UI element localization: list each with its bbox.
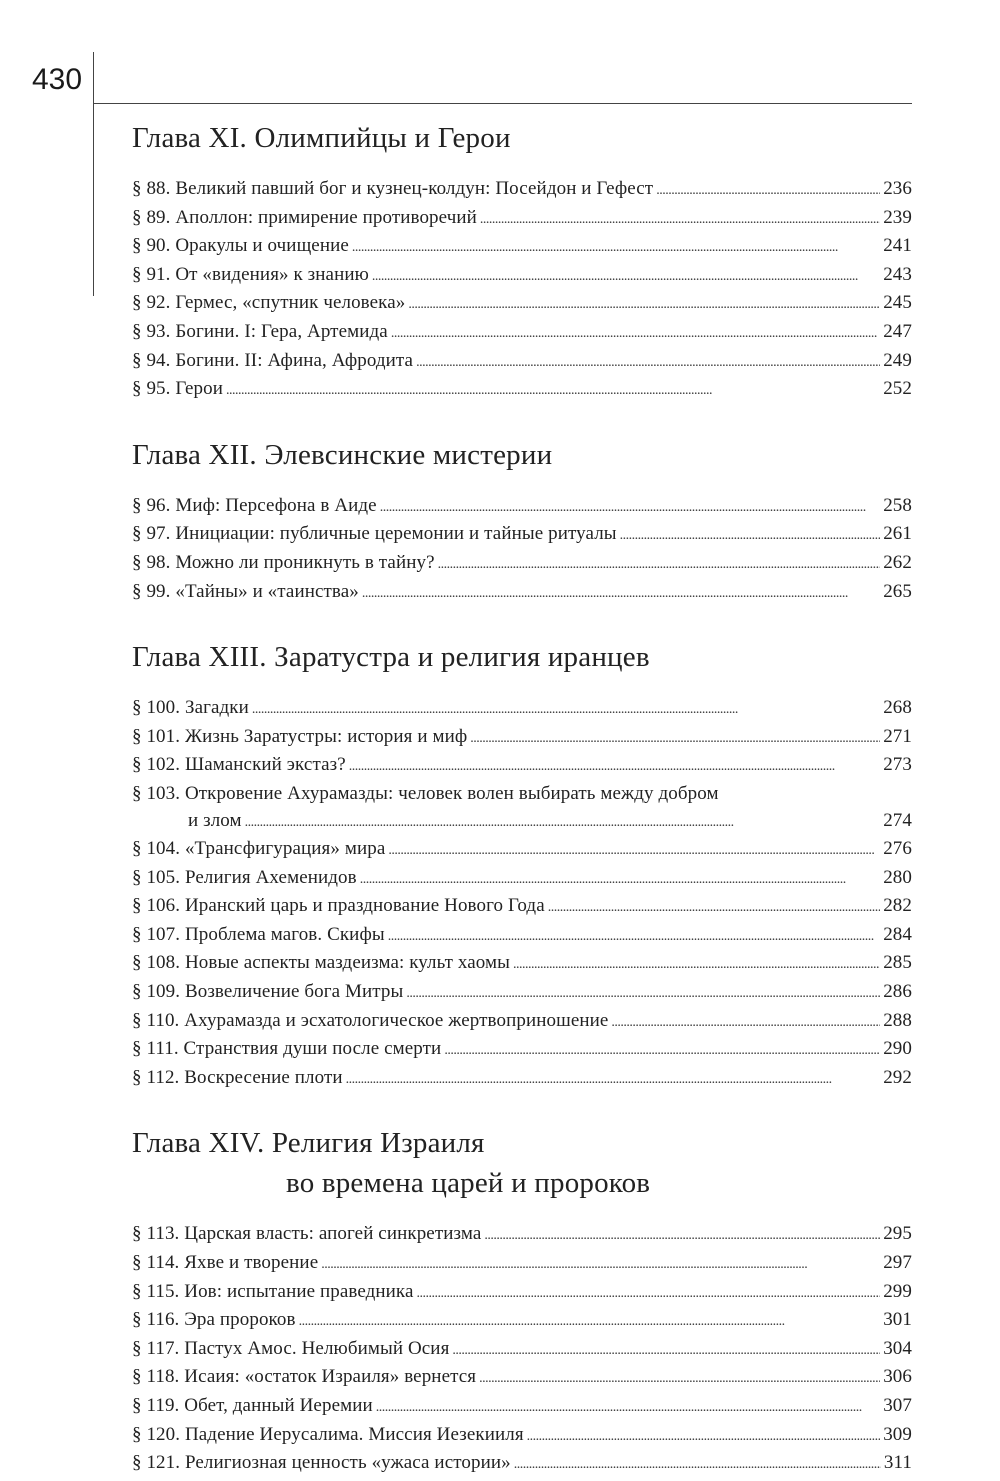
dot-leader [226, 376, 880, 405]
dot-leader [527, 1422, 881, 1451]
toc-entry[interactable] [132, 950, 912, 979]
dot-leader [513, 950, 880, 979]
toc-entry-label: § 112. Воскресение плоти [132, 1066, 343, 1088]
toc-entry-label: § 94. Богини. II: Афина, Афродита [132, 349, 414, 371]
dot-leader [346, 1065, 881, 1094]
toc-entry[interactable] [132, 521, 912, 550]
toc-entry-continuation: и злом [188, 809, 242, 831]
dot-leader [452, 1336, 880, 1365]
toc-entry-page: 239 [883, 206, 912, 228]
chapter-section [132, 118, 912, 405]
dot-leader [480, 205, 880, 234]
toc-entry-page: 249 [883, 349, 912, 371]
chapter-title [132, 118, 912, 158]
dot-leader [245, 808, 881, 837]
toc-entry-page: 245 [883, 292, 912, 314]
dot-leader [479, 1364, 880, 1393]
toc-entry-page: 274 [883, 809, 912, 831]
toc-entry[interactable] [132, 836, 912, 865]
dot-leader [252, 695, 880, 724]
toc-entry[interactable] [132, 893, 912, 922]
chapter-gap [132, 1093, 912, 1123]
toc-entry[interactable] [132, 348, 912, 377]
chapter-subtitle: во времена царей и пророков [286, 1167, 651, 1200]
toc-entry-page: 307 [883, 1395, 912, 1416]
toc-entry-page: 261 [883, 523, 912, 545]
toc-entry[interactable] [132, 752, 912, 781]
dot-leader [416, 348, 880, 377]
toc-entry-page: 311 [883, 1452, 912, 1474]
dot-leader [444, 1036, 880, 1065]
toc-entry-label: § 99. «Тайны» и «таинства» [132, 580, 359, 602]
toc-entry[interactable] [132, 1250, 912, 1279]
dot-leader [352, 233, 880, 262]
toc-entry-label: § 101. Жизнь Заратустры: история и миф [132, 725, 468, 747]
toc-entry-label: § 120. Падение Иерусалима. Миссия Иезекииля [132, 1423, 524, 1445]
toc-entry[interactable] [132, 176, 912, 205]
toc-entry-page: 284 [883, 923, 912, 945]
toc-entry-label: § 102. Шаманский экстаз? [132, 754, 346, 776]
dot-leader [514, 1450, 881, 1479]
toc-entry[interactable] [132, 493, 912, 522]
dot-leader [372, 262, 880, 291]
toc-entry[interactable] [132, 319, 912, 348]
dot-leader [360, 865, 880, 894]
chapter-title-text: Глава XII. Элевсинские мистерии [132, 438, 553, 471]
toc-entry[interactable] [132, 1336, 912, 1365]
toc-entry-page: 262 [883, 551, 912, 573]
chapter-section [132, 1123, 912, 1478]
dot-leader [380, 493, 880, 522]
toc-entry-page: 280 [883, 866, 912, 888]
toc-entry[interactable] [132, 1364, 912, 1393]
toc-entry-page: 236 [883, 178, 912, 199]
toc-entry-label: § 90. Оракулы и очищение [132, 235, 349, 257]
toc-entry-label: § 95. Герои [132, 378, 223, 400]
chapter-gap [132, 607, 912, 637]
toc-entry-label: § 103. Откровение Ахурамазды: человек волен выбирать между добром [132, 782, 719, 804]
toc-entry[interactable] [132, 550, 912, 579]
dot-leader [548, 893, 880, 922]
toc-entry-label: § 88. Великий павший бог и кузнец-колдун: Посейдон и Гефест [132, 178, 654, 199]
toc-entry[interactable] [132, 579, 912, 608]
toc-entry-label: § 119. Обет, данный Иеремии [132, 1395, 373, 1416]
toc-entry-page: 288 [883, 1009, 912, 1031]
toc-entry-label: § 98. Можно ли проникнуть в тайну? [132, 551, 435, 573]
toc-entry[interactable] [132, 1393, 912, 1422]
chapter-section [132, 637, 912, 1093]
toc-entry-page: 282 [883, 895, 912, 917]
toc-entry-label: § 106. Иранский царь и празднование Нового Года [132, 895, 545, 917]
dot-leader [321, 1250, 880, 1279]
toc-entry-label: § 111. Странствия души после смерти [132, 1038, 442, 1060]
toc-entry[interactable] [132, 1307, 912, 1336]
toc-entry-label: § 89. Аполлон: примирение противоречий [132, 206, 477, 228]
toc-entry[interactable] [132, 979, 912, 1008]
toc-entry-label: § 96. Миф: Персефона в Аиде [132, 494, 377, 516]
chapter-section [132, 435, 912, 607]
toc-entry-page: 265 [883, 580, 912, 602]
toc-entry[interactable] [132, 1221, 912, 1250]
dot-leader [376, 1393, 880, 1422]
chapter-title-text: Глава XI. Олимпийцы и Герои [132, 122, 511, 154]
dot-leader [388, 922, 880, 951]
dot-leader [388, 836, 880, 865]
toc-entry[interactable] [132, 1036, 912, 1065]
toc-entry[interactable] [132, 724, 912, 753]
toc-entry[interactable] [132, 1422, 912, 1451]
toc-entry-page: 252 [883, 378, 912, 400]
toc-entry-page: 276 [883, 838, 912, 860]
toc-entry-label: § 116. Эра пророков [132, 1309, 296, 1331]
toc-entry[interactable] [132, 376, 912, 405]
dot-leader [299, 1307, 881, 1336]
toc-entry[interactable] [132, 1008, 912, 1037]
chapter-title-text: Глава XIV. Религия Израиля [132, 1127, 485, 1160]
toc-entry-label: § 100. Загадки [132, 697, 249, 719]
toc-entry-page: 301 [883, 1309, 912, 1331]
toc-entry-label: § 107. Проблема магов. Скифы [132, 923, 385, 945]
toc-entry-page: 292 [883, 1066, 912, 1088]
toc-entry[interactable] [132, 1065, 912, 1094]
toc-entry-label: § 104. «Трансфигурация» мира [132, 838, 386, 860]
toc-entry-continuation-line [132, 808, 912, 837]
dot-leader [349, 752, 880, 781]
toc-entry-label: § 113. Царская власть: апогей синкретизма [132, 1223, 482, 1245]
toc-entry-page: 309 [883, 1423, 912, 1445]
dot-leader [438, 550, 881, 579]
toc-entry-page: 273 [883, 754, 912, 776]
toc-entry-label: § 115. Иов: испытание праведника [132, 1280, 414, 1302]
toc-entry-page: 243 [883, 263, 912, 285]
toc-entry-label: § 93. Богини. I: Гера, Артемида [132, 320, 388, 342]
dot-leader [408, 290, 880, 319]
toc-entry-page: 297 [883, 1252, 912, 1274]
chapter-title [132, 435, 912, 475]
toc-entry-page: 306 [883, 1366, 912, 1388]
toc-entry[interactable] [132, 922, 912, 951]
dot-leader [391, 319, 880, 348]
toc-entry-label: § 117. Пастух Амос. Нелюбимый Осия [132, 1337, 450, 1359]
dot-leader [656, 176, 880, 205]
toc-entry-label: § 91. От «видения» к знанию [132, 263, 369, 285]
page-number: 430 [32, 63, 83, 96]
chapter-title [132, 637, 912, 677]
toc-entry-page: 290 [883, 1038, 912, 1060]
toc-entry-label: § 121. Религиозная ценность «ужаса истории» [132, 1452, 511, 1474]
dot-leader [417, 1279, 881, 1308]
toc-entry-page: 268 [883, 697, 912, 719]
toc-entry-label: § 114. Яхве и творение [132, 1252, 319, 1274]
toc-entry-label: § 92. Гермес, «спутник человека» [132, 292, 406, 314]
toc-entry-page: 295 [883, 1223, 912, 1245]
toc-entry[interactable] [132, 290, 912, 319]
toc-entry[interactable] [132, 781, 912, 836]
dot-leader [362, 579, 880, 608]
toc-entry-label: § 109. Возвеличение бога Митры [132, 981, 404, 1003]
toc-entry-page: 299 [883, 1280, 912, 1302]
toc-entry[interactable] [132, 1279, 912, 1308]
toc-entry[interactable] [132, 205, 912, 234]
toc-entry-label: § 118. Исаия: «остаток Израиля» вернется [132, 1366, 477, 1388]
chapter-gap [132, 405, 912, 435]
dot-leader [470, 724, 880, 753]
toc-entry-page: 241 [883, 235, 912, 257]
toc-entry-label: § 97. Инициации: публичные церемонии и тайные ритуалы [132, 523, 617, 545]
header-horizontal-rule [93, 103, 912, 104]
toc-entry-page: 286 [883, 981, 912, 1003]
toc-entry-page: 271 [883, 725, 912, 747]
dot-leader [484, 1221, 880, 1250]
table-of-contents [132, 118, 912, 1479]
toc-entry[interactable] [132, 233, 912, 262]
dot-leader [620, 521, 881, 550]
chapter-title [132, 1123, 912, 1203]
toc-entry[interactable] [132, 262, 912, 291]
toc-entry-page: 285 [883, 952, 912, 974]
toc-entry-label: § 108. Новые аспекты маздеизма: культ хаомы [132, 952, 511, 974]
dot-leader [611, 1008, 880, 1037]
dot-leader [406, 979, 880, 1008]
toc-entry[interactable] [132, 695, 912, 724]
toc-entry-page: 258 [883, 494, 912, 516]
margin-vertical-rule [93, 52, 94, 296]
toc-entry-page: 304 [883, 1337, 912, 1359]
toc-entry-label: § 105. Религия Ахеменидов [132, 866, 357, 888]
toc-entry-label: § 110. Ахурамазда и эсхатологическое жертвоприношение [132, 1009, 609, 1031]
toc-entry[interactable] [132, 865, 912, 894]
chapter-title-text: Глава XIII. Заратустра и религия иранцев [132, 641, 650, 674]
toc-entry-page: 247 [883, 320, 912, 342]
toc-entry[interactable] [132, 1450, 912, 1479]
